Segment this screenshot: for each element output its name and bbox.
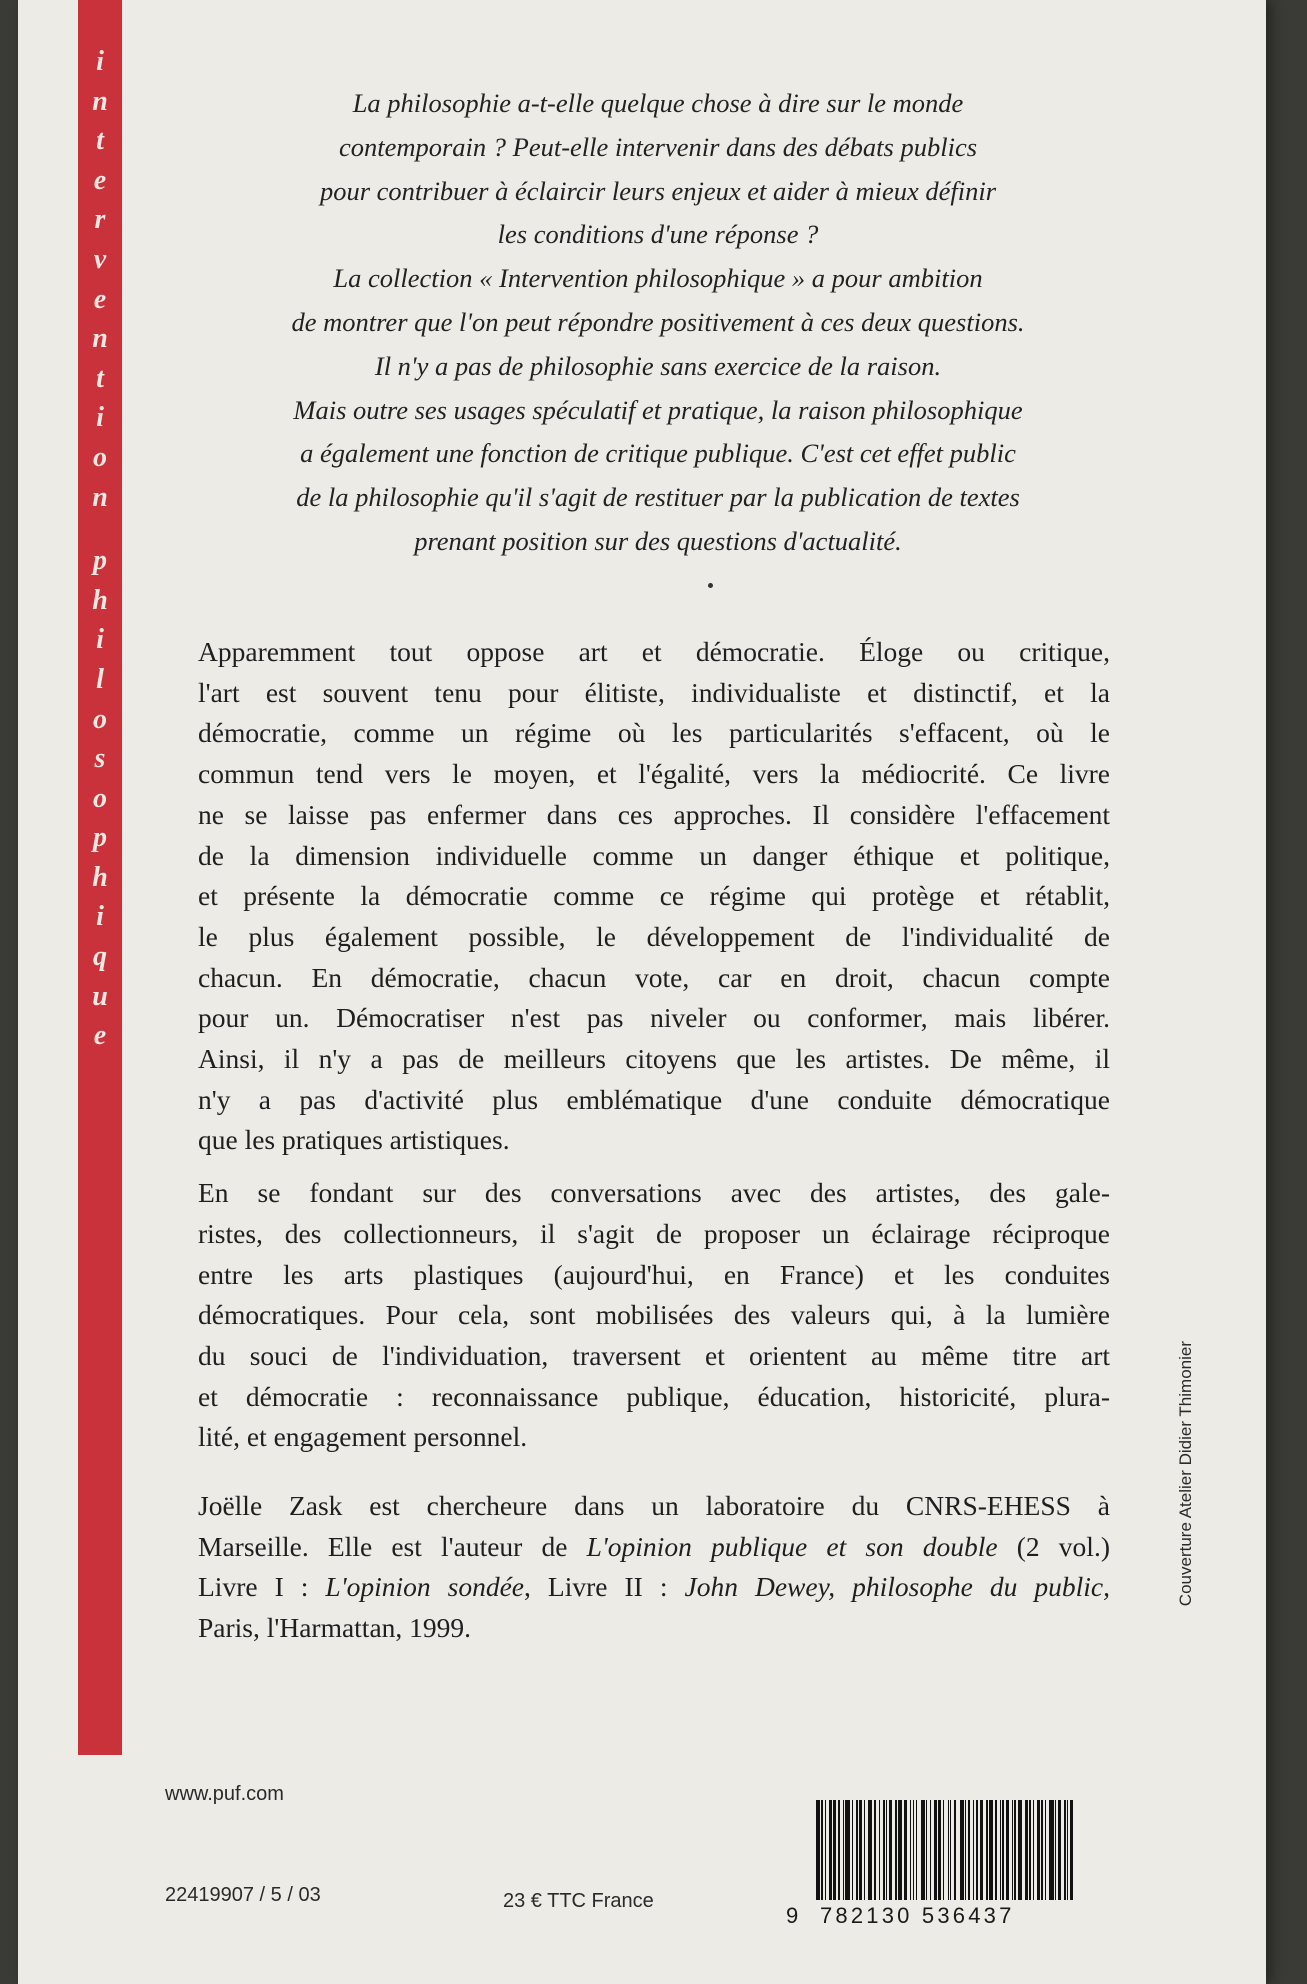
intro-line: pour contribuer à éclaircir leurs enjeux et aider à mieux définir xyxy=(319,175,997,206)
barcode-bar xyxy=(1025,1800,1028,1900)
barcode-bar xyxy=(821,1800,822,1900)
barcode-bar xyxy=(895,1800,896,1900)
barcode-bar xyxy=(965,1800,966,1900)
barcode-bar xyxy=(889,1800,892,1900)
spine-letter: i xyxy=(96,46,104,77)
summary-line: n'y a pas d'activité plus emblématique d'une conduite démocratique xyxy=(198,1083,1110,1115)
summary-line: ristes, des collectionneurs, il s'agit de proposer un éclairage réciproque xyxy=(198,1217,1110,1249)
author-bio-line: Livre I : L'opinion sondée, Livre II : John Dewey, philosophe du public, xyxy=(198,1571,1110,1603)
spine-letter: t xyxy=(96,125,104,157)
barcode-bar xyxy=(904,1800,907,1900)
intro-line: La collection « Intervention philosophique » a pour ambition xyxy=(333,263,983,294)
barcode-bar xyxy=(954,1800,957,1900)
barcode-bar xyxy=(1058,1800,1061,1900)
intro-line: de montrer que l'on peut répondre positivement à ces deux questions. xyxy=(291,306,1025,337)
barcode-bar xyxy=(913,1800,914,1900)
barcode-bar xyxy=(943,1800,944,1900)
barcode-bar xyxy=(1012,1800,1013,1900)
spine-letter: n xyxy=(92,85,108,117)
barcode-bar xyxy=(1037,1800,1040,1900)
barcode-bar xyxy=(976,1800,979,1900)
summary-line: En se fondant sur des conversations avec des artistes, des gale- xyxy=(198,1177,1110,1209)
barcode-bar xyxy=(950,1800,951,1900)
barcode-bar xyxy=(1006,1800,1009,1900)
spine-letter: i xyxy=(96,624,104,656)
intro-line: Il n'y a pas de philosophie sans exercice de la raison. xyxy=(374,350,942,381)
spine-letter: e xyxy=(93,283,107,315)
barcode-bar xyxy=(995,1800,996,1900)
summary-paragraph xyxy=(198,632,1110,1161)
barcode-bar xyxy=(1014,1800,1015,1900)
spine-letter: q xyxy=(93,941,107,973)
barcode-bar xyxy=(968,1800,969,1900)
collection-spine-band xyxy=(78,0,122,1755)
barcode-bar xyxy=(948,1800,949,1900)
barcode-bar xyxy=(986,1800,987,1900)
barcode-bar xyxy=(838,1800,839,1900)
intro-line: prenant position sur des questions d'actualité. xyxy=(414,525,902,556)
spine-letter: s xyxy=(94,743,106,775)
barcode-bar xyxy=(1000,1800,1001,1900)
spine-letter: r xyxy=(94,204,106,236)
spine-letter: p xyxy=(93,822,107,854)
summary-line: du souci de l'individuation, traversent et orientent au même titre art xyxy=(198,1339,1110,1371)
barcode-bar xyxy=(825,1800,826,1900)
barcode-bar xyxy=(829,1800,832,1900)
spine-letter: e xyxy=(93,1020,107,1052)
barcode-bar xyxy=(934,1800,937,1900)
summary-line: pour un. Démocratiser n'est pas niveler ou conformer, mais libérer. xyxy=(198,1002,1110,1034)
summary-line: entre les arts plastiques (aujourd'hui, en France) et les conduites xyxy=(198,1258,1110,1290)
barcode-bar xyxy=(852,1800,853,1900)
spine-letter: i xyxy=(96,901,104,933)
barcode-bar xyxy=(859,1800,862,1900)
summary-line: Ainsi, il n'y a pas de meilleurs citoyens que les artistes. De même, il xyxy=(198,1043,1110,1075)
barcode-bar xyxy=(926,1800,927,1900)
barcode-bar xyxy=(816,1800,820,1900)
barcode-bar xyxy=(960,1800,964,1900)
barcode-bar xyxy=(1055,1800,1056,1900)
barcode-bar xyxy=(1033,1800,1034,1900)
spine-letter: p xyxy=(93,545,107,577)
publisher-url: www.puf.com xyxy=(165,1783,284,1805)
author-bio-line: Marseille. Elle est l'auteur de L'opinion publique et son double (2 vol.) xyxy=(198,1530,1110,1562)
summary-line: lité, et engagement personnel. xyxy=(198,1421,528,1453)
barcode-bar xyxy=(1067,1800,1068,1900)
summary-line: Apparemment tout oppose art et démocratie. Éloge ou critique, xyxy=(198,636,1110,667)
intro-line: La philosophie a-t-elle quelque chose à dire sur le monde xyxy=(352,88,964,118)
summary-line: commun tend vers le moyen, et l'égalité, vers la médiocrité. Ce livre xyxy=(198,758,1110,790)
summary-line: démocratiques. Pour cela, sont mobilisées des valeurs qui, à la lumière xyxy=(198,1299,1110,1331)
spine-letter: e xyxy=(93,164,107,196)
barcode-bar xyxy=(874,1800,877,1900)
author-bio-line: Joëlle Zask est chercheure dans un laboratoire du CNRS-EHESS à xyxy=(198,1490,1110,1522)
barcode-bar xyxy=(886,1800,887,1900)
barcode-bar xyxy=(1070,1800,1073,1900)
spine-letter: n xyxy=(92,323,108,355)
spine-letter: o xyxy=(93,441,107,473)
barcode-digits: 782130 536437 xyxy=(820,1903,1015,1928)
barcode-bar xyxy=(1029,1800,1030,1900)
barcode-bar xyxy=(898,1800,902,1900)
spine-letter: i xyxy=(96,402,104,434)
collection-description xyxy=(198,82,1118,564)
barcode-bar xyxy=(980,1800,983,1900)
book-back-cover xyxy=(18,0,1266,1984)
barcode-bar xyxy=(938,1800,941,1900)
barcode-bar xyxy=(856,1800,857,1900)
barcode-bar xyxy=(1041,1800,1042,1900)
section-separator-dot xyxy=(708,583,713,588)
barcode-bar xyxy=(845,1800,849,1900)
intro-line: a également une fonction de critique publique. C'est cet effet public xyxy=(300,438,1016,469)
spine-letter: o xyxy=(93,703,107,735)
summary-line: et démocratie : reconnaissance publique, éducation, historicité, plura- xyxy=(198,1380,1110,1412)
spine-letter: n xyxy=(92,481,108,513)
barcode-bar xyxy=(910,1800,911,1900)
spine-letter: h xyxy=(92,584,108,616)
summary-line: démocratie, comme un régime où les particularités s'effacent, où le xyxy=(198,717,1110,749)
barcode-bar xyxy=(1045,1800,1046,1900)
isbn-barcode xyxy=(786,1800,1076,1928)
product-code: 22419907 / 5 / 03 xyxy=(165,1884,321,1906)
summary-line: le plus également possible, le développement de l'individualité de xyxy=(198,920,1110,952)
barcode-bars xyxy=(816,1800,1076,1900)
intro-line: contemporain ? Peut-elle intervenir dans des débats publics xyxy=(338,131,978,162)
author-bio-line: Paris, l'Harmattan, 1999. xyxy=(198,1612,472,1644)
barcode-bar xyxy=(864,1800,865,1900)
barcode-bar xyxy=(1002,1800,1003,1900)
book-summary xyxy=(198,632,1110,1661)
barcode-bar xyxy=(843,1800,844,1900)
barcode-bar xyxy=(973,1800,974,1900)
spine-letter: v xyxy=(93,243,107,275)
summary-line: ne se laisse pas enfermer dans ces approches. Il considère l'effacement xyxy=(198,798,1110,830)
barcode-bar xyxy=(1064,1800,1065,1900)
barcode-bar xyxy=(833,1800,836,1900)
barcode-prefix-digit: 9 xyxy=(786,1903,799,1928)
summary-line: que les pratiques artistiques. xyxy=(198,1124,510,1156)
barcode-bar xyxy=(883,1800,884,1900)
summary-line: chacun. En démocratie, chacun vote, car en droit, chacun compte xyxy=(198,961,1110,993)
summary-line: de la dimension individuelle comme un danger éthique et politique, xyxy=(198,839,1110,871)
price-label: 23 € TTC France xyxy=(503,1890,654,1912)
summary-line: et présente la démocratie comme ce régime qui protège et rétablit, xyxy=(198,880,1110,912)
barcode-bar xyxy=(879,1800,880,1900)
spine-letter: l xyxy=(96,663,104,695)
barcode-bar xyxy=(868,1800,872,1900)
intro-line: les conditions d'une réponse ? xyxy=(497,219,819,250)
spine-letter: t xyxy=(96,362,104,394)
barcode-bar xyxy=(1018,1800,1022,1900)
spine-letter: u xyxy=(92,980,108,1012)
barcode-bar xyxy=(916,1800,917,1900)
barcode-bar xyxy=(1049,1800,1053,1900)
summary-paragraph xyxy=(198,1173,1110,1458)
barcode-bar xyxy=(989,1800,993,1900)
summary-line: l'art est souvent tenu pour élitiste, individualiste et distinctif, et la xyxy=(198,676,1110,708)
barcode-bar xyxy=(930,1800,931,1900)
intro-line: Mais outre ses usages spéculatif et pratique, la raison philosophique xyxy=(293,394,1023,425)
intro-line: de la philosophie qu'il s'agit de restituer par la publication de textes xyxy=(296,482,1020,513)
spine-letter: h xyxy=(92,861,108,893)
cover-credit: Couverture Atelier Didier Thimonier xyxy=(1176,1341,1195,1607)
barcode-bar xyxy=(921,1800,925,1900)
spine-letter: o xyxy=(93,782,107,814)
author-bio xyxy=(198,1486,1110,1649)
